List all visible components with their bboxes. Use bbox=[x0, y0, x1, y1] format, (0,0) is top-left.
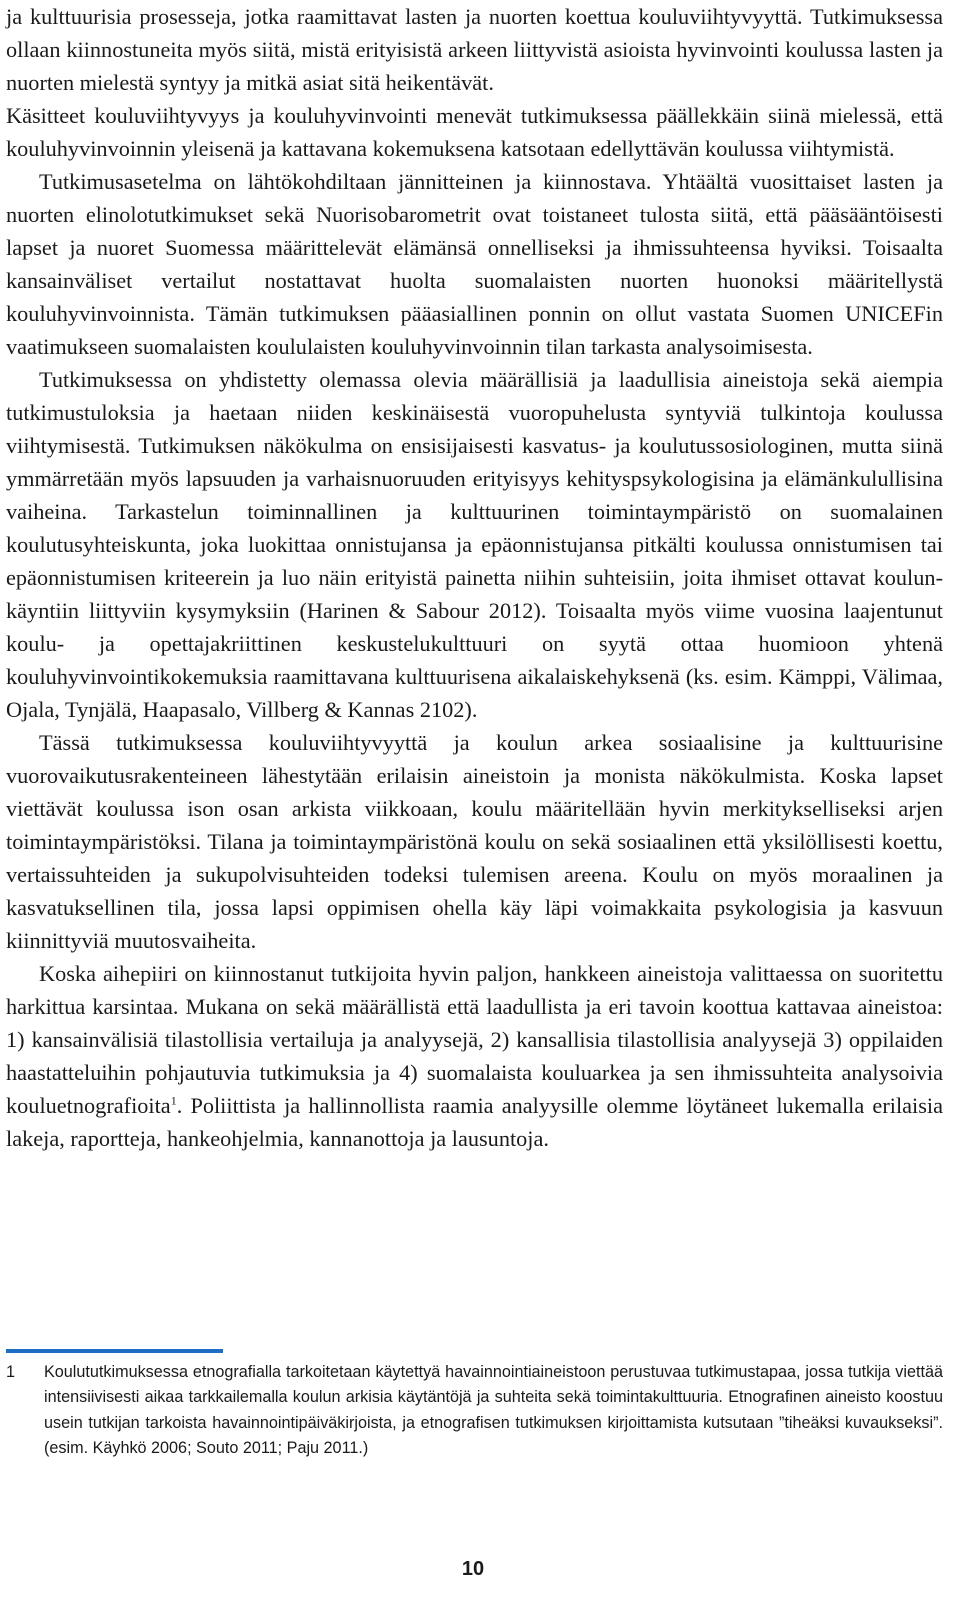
footnote-number: 1 bbox=[6, 1363, 16, 1381]
footnote-reference[interactable]: 1 bbox=[170, 1093, 177, 1108]
footnote bbox=[6, 1360, 943, 1461]
paragraph-1b: Käsitteet kouluviihtyvyys ja kouluhyvinvointi menevät tutkimuksessa päällekkäin siinä mielessä, että kouluhyvinvoinnin yleisenä ja kattavana kokemuksena katsotaan edellyttävän koulussa viihtymistä. bbox=[6, 103, 943, 161]
paragraph-5-part-a: Koska aihepiiri on kiinnostanut tutkijoita hyvin paljon, hankkeen aineistoja valittaessa on suoritettu harkittua karsintaa. Mukana on sekä määrällistä että laadullista ja eri tavoin koottua kattavaa aineistoa: 1) kansainvälisiä tilastollisia vertailuja ja analyysejä, 2) kansallisia tilastollisia analyysejä 3) oppilaiden haastatteluihin pohjautuvia tutkimuksia ja 4) suomalaista kouluarkea ja sen ihmissuhteita analysoivia kouluetnografioita bbox=[6, 961, 943, 1118]
body-text bbox=[6, 0, 943, 1155]
paragraph-5 bbox=[6, 957, 943, 1155]
paragraph-2: Tutkimusasetelma on lähtökohdiltaan jännitteinen ja kiinnostava. Yhtäältä vuosittaiset lasten ja nuorten elinolotutkimukset sekä Nuorisobarometrit ovat toistaneet tulosta siitä, että pääsääntöisesti lapset ja nuoret Suomessa määrittelevät elämänsä onnelliseksi ja ihmissuhteensa hyviksi. Toisaalta kansainväliset vertailut nostattavat huolta suomalaisten nuorten huonoksi määritellystä kouluhyvinvoinnista. Tämän tutkimuksen pääasiallinen ponnin on ollut vastata Suomen UNICEFin vaatimukseen suomalaisten koululaisten kouluhyvinvoinnin tilan tarkasta analysoimisesta. bbox=[6, 169, 943, 359]
paragraph-5-part-b: . Poliittista ja hallinnollista raamia analyysille olemme löytäneet lukemalla erilaisia lakeja, raportteja, hankeohjelmia, kannanottoja ja lausuntoja. bbox=[6, 1093, 943, 1151]
footnote-divider bbox=[6, 1349, 223, 1353]
paragraph-4: Tässä tutkimuksessa kouluviihtyvyyttä ja koulun arkea sosiaalisine ja kulttuurisine vuorovaikutusrakenteineen lähestytään erilaisin aineistoin ja monista näkökulmista. Koska lapset viettävät koulussa ison osan arkista viikkoaan, koulu määritellään hyvin merkitykselliseksi arjen toimintaympäristöksi. Tilana ja toimintaympäristönä koulu on sekä sosiaalinen että yksilöllisesti koettu, vertaissuhteiden ja sukupolvisuhteiden todeksi tulemisen areena. Koulu on myös moraalinen ja kasvatuksellinen tila, jossa lapsi oppimisen ohella käy läpi voimakkaita psykologisia ja kasvuun kiinnittyviä muutosvaiheita. bbox=[6, 730, 943, 953]
footnote-text: Koulututkimuksessa etnografialla tarkoitetaan käytettyä havainnointiaineistoon perustuvaa tutkimustapaa, jossa tutkija viettää intensiivisesti aikaa tarkkailemalla koulun arkisia käytäntöjä ja suhteita sekä toimintakulttuuria. Etnografinen aineisto koostuu usein tutkijan tarkoista havainnointipäiväkirjoista, ja etnografisen tutkimuksen kirjoittamista kutsutaan ”tiheäksi kuvaukseksi”. (esim. Käyhkö 2006; Souto 2011; Paju 2011.) bbox=[44, 1363, 943, 1457]
paragraph-1a: ja kulttuurisia prosesseja, jotka raamittavat lasten ja nuorten koettua kouluviihtyvyyttä. Tutkimuksessa ollaan kiinnostuneita myös siitä, mistä erityisistä arkeen liittyvistä asioista hyvinvointi koulussa lasten ja nuorten mielestä syntyy ja mitkä asiat sitä heikentävät. bbox=[6, 4, 943, 95]
paragraph-3: Tutkimuksessa on yhdistetty olemassa olevia määrällisiä ja laadullisia aineistoja sekä aiempia tutkimustuloksia ja haetaan niiden keskinäisestä vuoropuhelusta syntyviä tulkintoja koulussa viihtymisestä. Tutkimuksen näkökulma on ensisijaisesti kasvatus- ja koulutussosiologinen, mutta siinä ymmärretään myös lapsuuden ja varhaisnuoruuden erityisyys kehityspsykologisina ja elämänkulullisina vaiheina. Tarkastelun toiminnallinen ja kulttuurinen toimintaympäristö on suomalainen koulutusyhteiskunta, joka luokittaa onnistujansa ja epäonnistujansa pitkälti koulussa onnistumisen tai epäonnistumisen kriteerein ja luo näin erityistä painetta niihin suhteisiin, joita ihmiset ottavat koulunkäyntiin liittyviin kysymyksiin (Harinen & Sabour 2012). Toisaalta myös viime vuosina laajentunut koulu- ja opettajakriittinen keskustelukulttuuri on syytä ottaa huomioon yhtenä kouluhyvinvointikokemuksia raamittavana kulttuurisena aikalaiskehyksenä (ks. esim. Kämppi, Välimaa, Ojala, Tynjälä, Haapasalo, Villberg & Kannas 2102). bbox=[6, 367, 943, 722]
page-number: 10 bbox=[461, 1558, 485, 1580]
